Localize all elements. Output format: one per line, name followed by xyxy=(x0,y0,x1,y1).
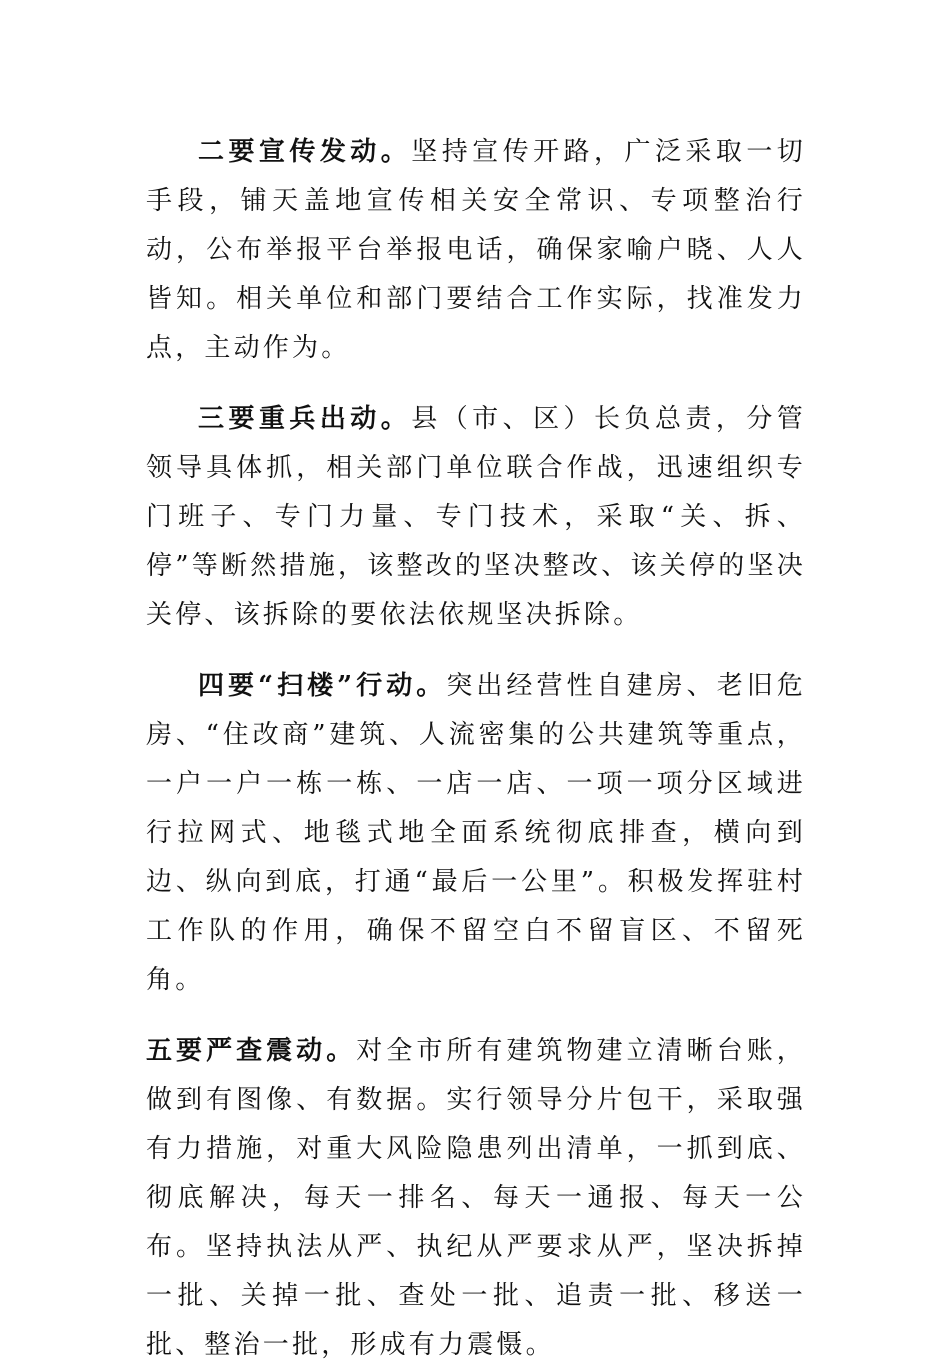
paragraph-5-heading: 五要严查震动。 xyxy=(146,1036,357,1066)
paragraph-2-heading: 二要宣传发动。 xyxy=(198,137,412,167)
paragraph-3-heading: 三要重兵出动。 xyxy=(198,404,412,434)
document-page xyxy=(146,128,806,1370)
paragraph-5-body: 对全市所有建筑物建立清晰台账，做到有图像、有数据。实行领导分片包干，采取强有力措施，对重大风险隐患列出清单，一抓到底、彻底解决，每天一排名、每天一通报、每天一公布。坚持执法从严、执纪从严要求从严，坚决拆掉一批、关掉一批、查处一批、追责一批、移送一批、整治一批，形成有力震慑。 xyxy=(146,1036,806,1360)
paragraph-3-body: 县（市、区）长负总责，分管领导具体抓，相关部门单位联合作战，迅速组织专门班子、专门力量、专门技术，采取“关、拆、停”等断然措施，该整改的坚决整改、该关停的坚决关停、该拆除的要依法依规坚决拆除。 xyxy=(146,404,806,630)
paragraph-2-body: 坚持宣传开路，广泛采取一切手段，铺天盖地宣传相关安全常识、专项整治行动，公布举报平台举报电话，确保家喻户晓、人人皆知。相关单位和部门要结合工作实际，找准发力点，主动作为。 xyxy=(146,137,806,363)
paragraph-3 xyxy=(146,395,806,640)
paragraph-4-heading: 四要“扫楼”行动。 xyxy=(198,671,447,701)
paragraph-4-body: 突出经营性自建房、老旧危房、“住改商”建筑、人流密集的公共建筑等重点，一户一户一栋一栋、一店一店、一项一项分区域进行拉网式、地毯式地全面系统彻底排查，横向到边、纵向到底，打通“最后一公里”。积极发挥驻村工作队的作用，确保不留空白不留盲区、不留死角。 xyxy=(146,671,806,995)
paragraph-5 xyxy=(146,1027,806,1370)
paragraph-2 xyxy=(146,128,806,373)
paragraph-4 xyxy=(146,662,806,1005)
